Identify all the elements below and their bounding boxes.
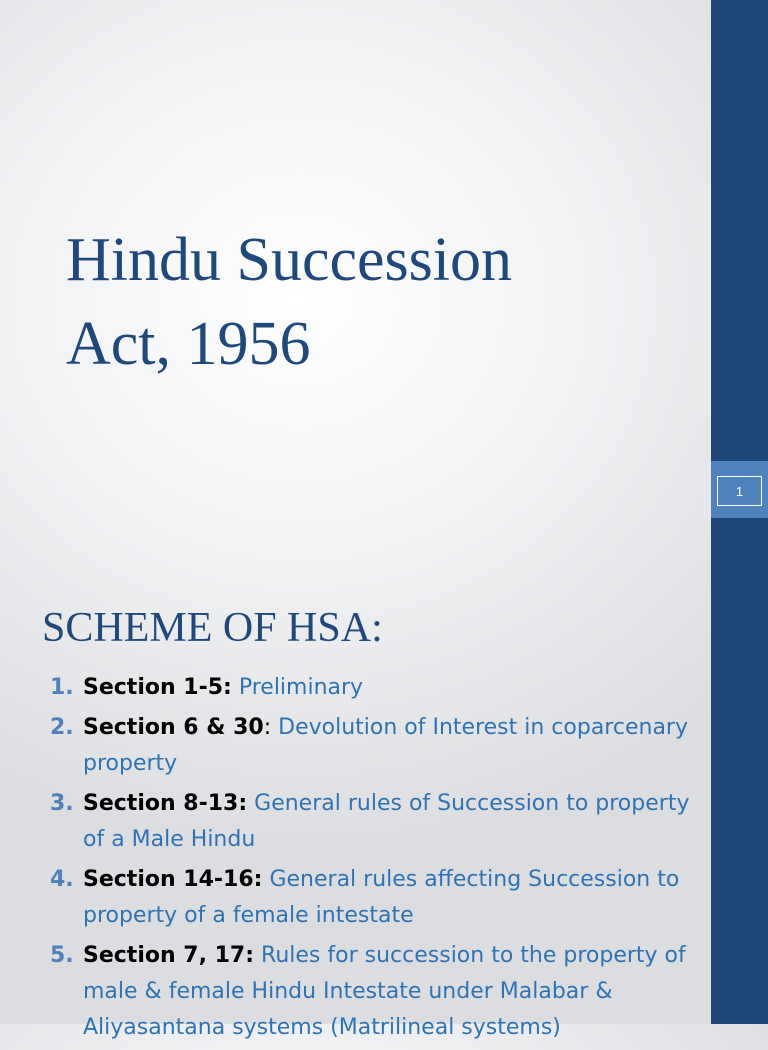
list-item-separator: : (263, 715, 279, 740)
list-item-description: General rules affecting Succession to property of a female intestate (83, 867, 680, 928)
list-item-section: Section 1-5: (83, 675, 232, 700)
list-item-section: Section 14-16: (83, 867, 263, 892)
list-item-section: Section 8-13: (83, 791, 248, 816)
list-item-number: 1. (50, 675, 74, 700)
scheme-heading: SCHEME OF HSA: (42, 605, 383, 651)
slide-title-line-1: Hindu Succession (66, 226, 513, 294)
slide-title-line-2: Act, 1956 (66, 310, 311, 378)
list-item (50, 710, 690, 782)
list-item-separator (254, 943, 261, 968)
slide-title (66, 218, 686, 386)
list-item-description: Rules for succession to the property of male & female Hindu Intestate under Malabar & Aliyasantana systems (Matrilineal systems) (83, 943, 686, 1040)
list-item-number: 4. (50, 867, 74, 892)
list-item (50, 786, 690, 858)
list-item-number: 2. (50, 715, 74, 740)
scheme-list (50, 670, 690, 1050)
list-item-number: 3. (50, 791, 74, 816)
slide-number: 1 (717, 476, 762, 506)
list-item-separator (232, 675, 239, 700)
list-item-description: Preliminary (238, 675, 364, 700)
list-item (50, 670, 690, 706)
list-item-section: Section 6 & 30 (83, 715, 264, 740)
list-item-description: General rules of Succession to property of a Male Hindu (83, 791, 690, 852)
list-item (50, 862, 690, 934)
list-item-number: 5. (50, 943, 74, 968)
list-item-description: Devolution of Interest in coparcenary property (83, 715, 688, 776)
list-item-section: Section 7, 17: (83, 943, 255, 968)
list-item (50, 938, 690, 1046)
